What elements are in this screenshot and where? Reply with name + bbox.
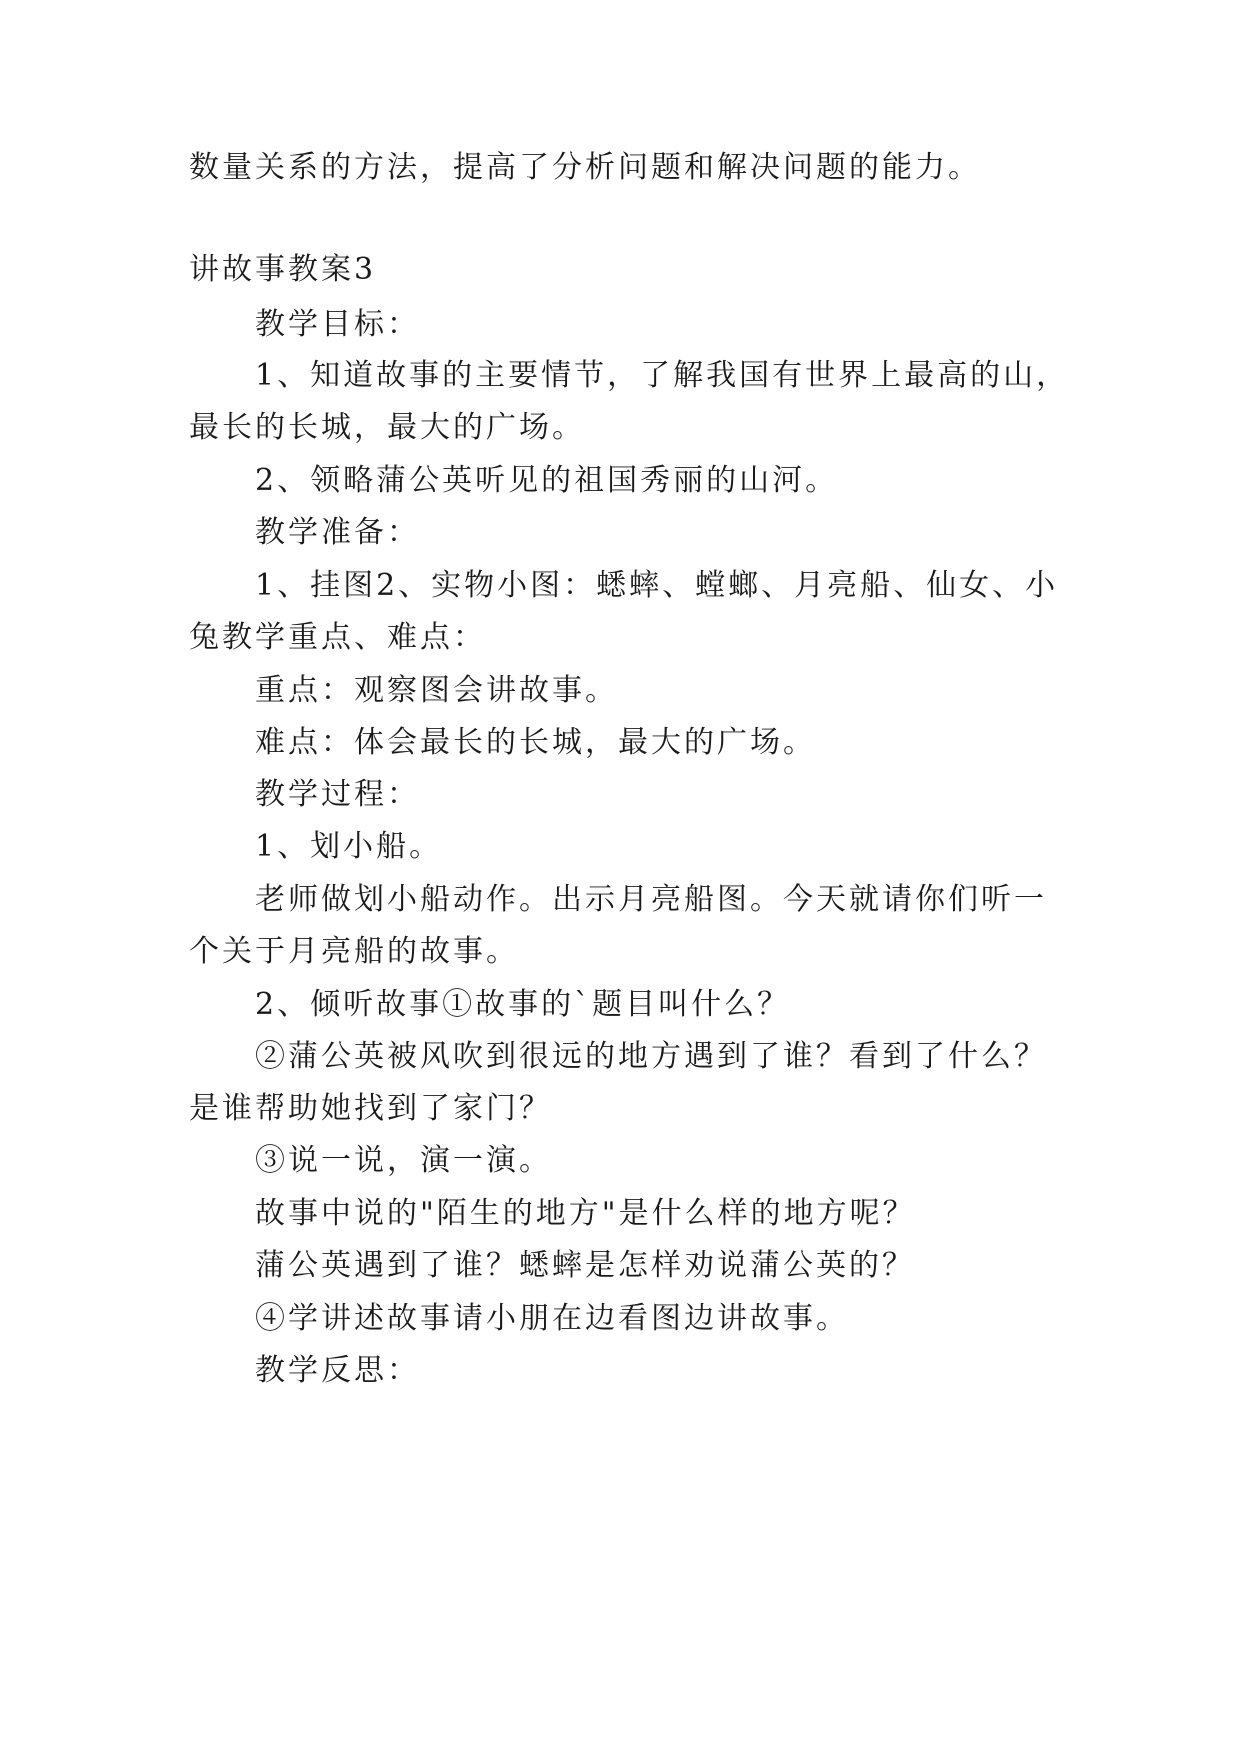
- heading-teaching-process: 教学过程：: [255, 777, 420, 812]
- question-3: ③说一说，演一演。: [255, 1143, 552, 1178]
- process-step-2: 2、倾听故事①故事的`题目叫什么？: [255, 987, 791, 1022]
- paragraph-line-closing: 数量关系的方法，提高了分析问题和解决问题的能力。: [189, 150, 981, 185]
- process-step-1-detail-line-2: 个关于月亮船的故事。: [189, 934, 519, 969]
- question-place: 故事中说的"陌生的地方"是什么样的地方呢？: [255, 1196, 916, 1231]
- key-point: 重点：观察图会讲故事。: [255, 673, 618, 708]
- heading-teaching-goals: 教学目标：: [255, 307, 420, 342]
- process-step-1-detail-line-1: 老师做划小船动作。出示月亮船图。今天就请你们听一: [255, 882, 1047, 917]
- goal-2: 2、领略蒲公英听见的祖国秀丽的山河。: [255, 463, 839, 498]
- heading-teaching-reflection: 教学反思：: [255, 1353, 420, 1388]
- section-title: 讲故事教案3: [189, 252, 377, 287]
- heading-teaching-prep: 教学准备：: [255, 515, 420, 550]
- difficult-point: 难点：体会最长的长城，最大的广场。: [255, 725, 816, 760]
- question-2-line-1: ②蒲公英被风吹到很远的地方遇到了谁？看到了什么？: [255, 1039, 1047, 1074]
- process-step-1: 1、划小船。: [255, 829, 443, 864]
- question-4: ④学讲述故事请小朋在边看图边讲故事。: [255, 1301, 849, 1336]
- prep-line-2: 兔教学重点、难点：: [189, 620, 486, 655]
- question-2-line-2: 是谁帮助她找到了家门？: [189, 1091, 552, 1126]
- goal-1-line-2: 最长的长城，最大的广场。: [189, 410, 585, 445]
- goal-1-line-1: 1、知道故事的主要情节，了解我国有世界上最高的山，: [255, 358, 1070, 393]
- question-meet: 蒲公英遇到了谁？蟋蟀是怎样劝说蒲公英的？: [255, 1248, 915, 1283]
- prep-line-1: 1、挂图2、实物小图：蟋蟀、螳螂、月亮船、仙女、小: [255, 568, 1059, 603]
